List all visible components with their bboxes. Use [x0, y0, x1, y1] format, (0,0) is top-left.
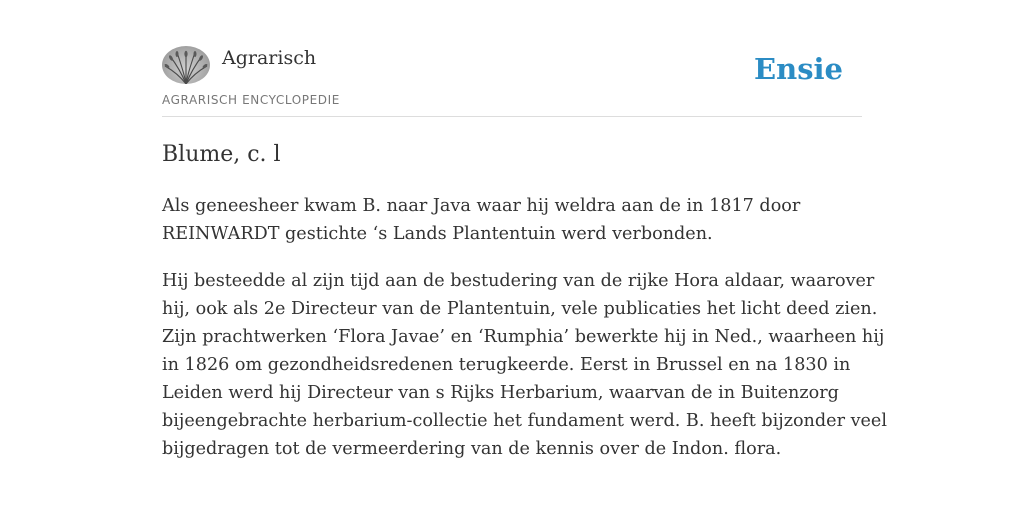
text-line: Als geneesheer kwam B. naar Java waar hij weldra aan de in 1817 door: [162, 196, 801, 216]
site-header: [162, 44, 862, 117]
text-line: Leiden werd hij Directeur van s Rijks Herbarium, waarvan de in Buitenzorg: [162, 383, 839, 403]
brand-logo[interactable]: Ensie: [754, 52, 843, 86]
page-title: Blume, c. l: [162, 142, 281, 167]
site-subtitle: AGRARISCH ENCYCLOPEDIE: [162, 93, 340, 107]
article-body: [162, 192, 887, 482]
text-line: Zijn prachtwerken ‘Flora Javae’ en ‘Rumphia’ bewerkte hij in Ned., waarheen hij: [162, 327, 885, 347]
text-line: bijeengebrachte herbarium-collectie het fundament werd. B. heeft bijzonder veel: [162, 411, 887, 431]
wheat-sheaf-icon[interactable]: [162, 46, 210, 84]
text-line: REINWARDT gestichte ‘s Lands Plantentuin werd verbonden.: [162, 224, 713, 244]
article-paragraph: [162, 192, 862, 248]
site-name[interactable]: Agrarisch: [222, 47, 317, 69]
text-line: bijgedragen tot de vermeerdering van de kennis over de Indon. flora.: [162, 439, 782, 459]
article-paragraph: [162, 267, 887, 463]
text-line: hij, ook als 2e Directeur van de Plantentuin, vele publicaties het licht deed zien.: [162, 299, 878, 319]
text-line: Hij besteedde al zijn tijd aan de bestudering van de rijke Hora aldaar, waarover: [162, 271, 875, 291]
text-line: in 1826 om gezondheidsredenen terugkeerde. Eerst in Brussel en na 1830 in: [162, 355, 851, 375]
